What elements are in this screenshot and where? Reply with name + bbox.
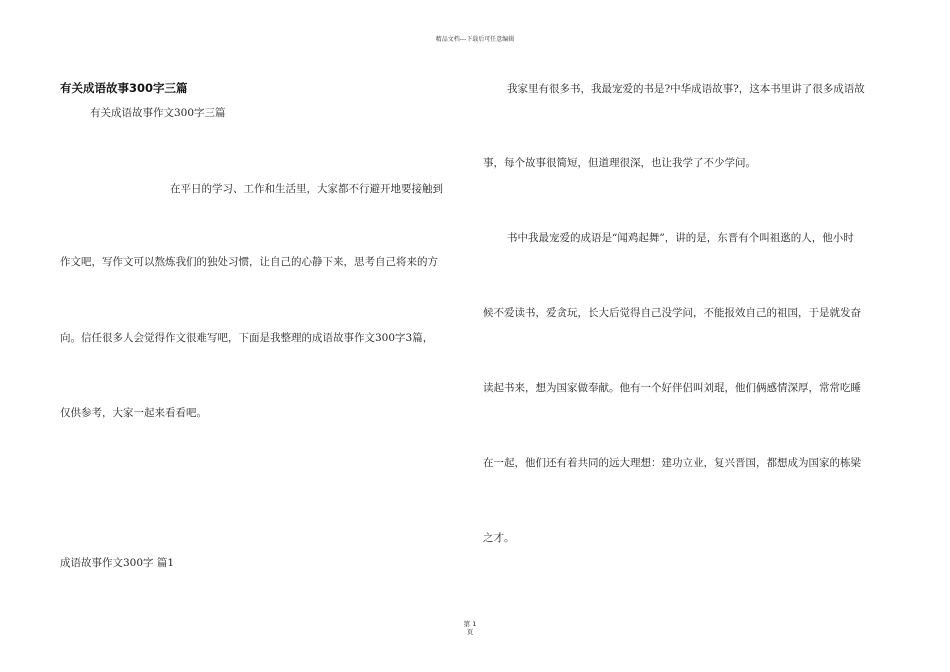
section-heading: 成语故事作文300字 篇1: [60, 557, 175, 569]
document-subtitle: 有关成语故事作文300字三篇: [90, 107, 226, 119]
paragraph-line: 向。信任很多人会觉得作文很难写吧，下面是我整理的成语故事作文300字3篇，: [60, 332, 434, 344]
paragraph-line: 我家里有很多书，我最宠爱的书是?中华成语故事?，这本书里讲了很多成语故: [507, 83, 865, 95]
page-number-label: 第 1: [463, 620, 477, 628]
paragraph-line: 作文吧，写作文可以熬炼我们的独处习惯，让自己的心静下来，思考自己将来的方: [60, 256, 438, 268]
document-title: 有关成语故事300字三篇: [60, 81, 188, 95]
paragraph-line: 读起书来，想为国家做奉献。他有一个好伴侣叫刘琨，他们俩感情深厚，常常吃睡: [483, 382, 861, 394]
paragraph-line: 在一起，他们还有着共同的远大理想：建功立业，复兴晋国，都想成为国家的栋梁: [483, 457, 861, 469]
paragraph-line: 之才。: [483, 532, 515, 544]
page-header: 精品文档---下载后可任意编辑: [435, 36, 515, 43]
paragraph-line: 仅供参考，大家一起来看看吧。: [60, 407, 207, 419]
paragraph-line: 候不爱读书，爱贪玩，长大后觉得自己没学问，不能报效自己的祖国，于是就发奋: [483, 307, 861, 319]
paragraph-line: 书中我最宠爱的成语是“闻鸡起舞”，讲的是，东晋有个叫祖逖的人，他小时: [507, 232, 854, 244]
page-number-suffix: 页: [466, 628, 474, 636]
page-number: [460, 620, 480, 636]
paragraph-line: 事，每个故事很简短，但道理很深，也让我学了不少学问。: [483, 157, 756, 169]
paragraph-line: 在平日的学习、工作和生活里，大家都不行避开地要接触到: [170, 183, 443, 195]
